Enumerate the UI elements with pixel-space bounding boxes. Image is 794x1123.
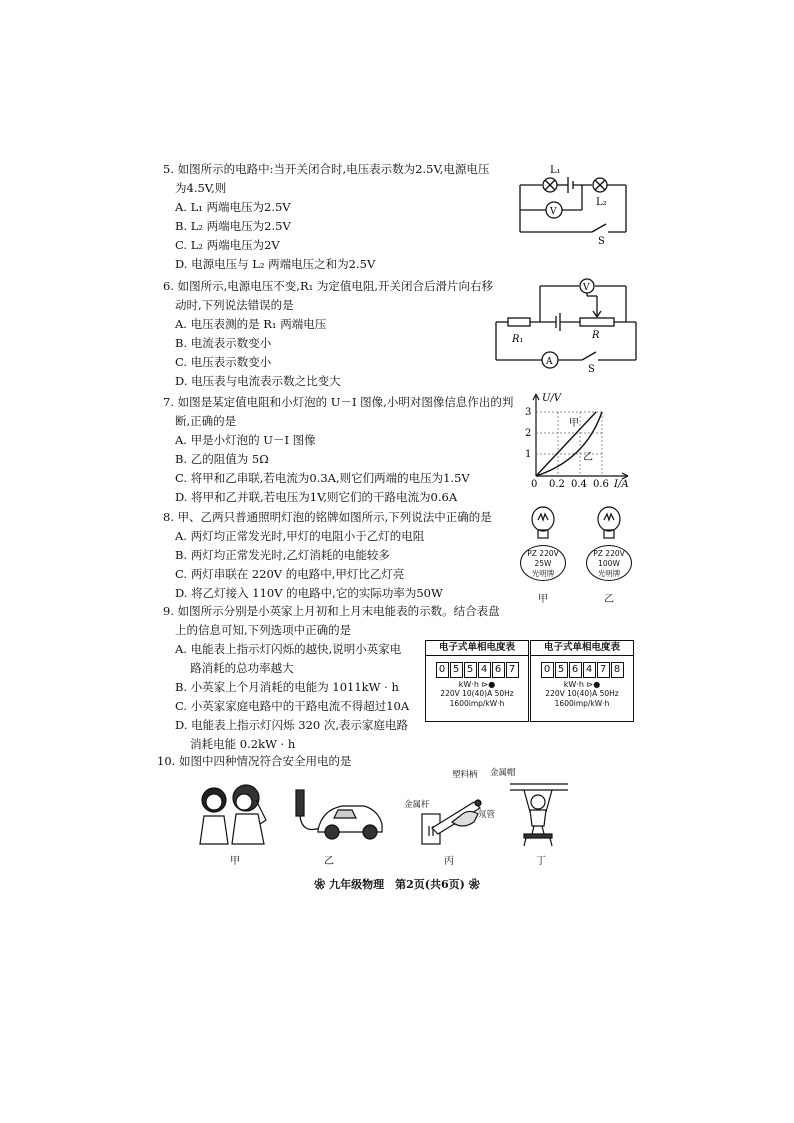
voltmeter-label: V	[583, 283, 590, 293]
indicator-icon: ⊳●	[586, 680, 601, 689]
bulb-figure-8	[518, 505, 638, 605]
question-8	[163, 508, 492, 603]
ammeter-label: A	[546, 357, 553, 367]
digit: 6	[569, 662, 582, 678]
option-a: A. 电能表上指示灯闪烁的越快,说明小英家电	[175, 642, 402, 656]
label-r: R	[592, 330, 600, 341]
energy-meter-end	[530, 640, 634, 722]
label-plastic-handle: 塑料柄	[452, 770, 478, 780]
nameplate-line: 25W	[534, 559, 552, 568]
option-c: C. 小英家家庭电路中的干路电流不得超过10A	[175, 699, 410, 713]
series-label-yi: 乙	[583, 452, 593, 463]
ornament-icon: ❀	[314, 878, 326, 891]
question-stem-cont: 为4.5V,则	[175, 181, 227, 195]
bulb-icon	[528, 505, 558, 541]
label-r1: R₁	[512, 334, 524, 345]
question-6	[163, 277, 493, 391]
caption-jia: 甲	[538, 594, 548, 605]
y-tick: 1	[525, 449, 532, 460]
x-axis-label: I/A	[614, 479, 629, 490]
nameplate-line: 100W	[598, 559, 620, 568]
option-a: A. 甲是小灯泡的 U－I 图像	[175, 433, 316, 447]
x-tick: 0.2	[549, 479, 565, 490]
nameplate-line: 光明牌	[531, 569, 555, 578]
option-b: B. 两灯均正常发光时,乙灯消耗的电能较多	[175, 548, 390, 562]
option-b: B. 小英家上个月消耗的电能为 1011kW · h	[175, 680, 399, 694]
option-c: C. 两灯串联在 220V 的电路中,甲灯比乙灯亮	[175, 567, 405, 581]
option-d-cont: 消耗电能 0.2kW · h	[175, 737, 296, 751]
bulb-nameplate-yi	[586, 545, 632, 581]
ornament-icon: ❀	[468, 878, 480, 891]
x-tick: 0.4	[571, 479, 587, 490]
y-tick: 3	[525, 407, 532, 418]
digit: 8	[611, 662, 624, 678]
person-on-stool-icon	[508, 778, 570, 848]
option-a: A. L₁ 两端电压为2.5V	[175, 200, 291, 214]
nameplate-line: PZ 220V	[527, 549, 559, 558]
option-c: C. 电压表示数变小	[175, 355, 272, 369]
option-b: B. 电流表示数变小	[175, 336, 272, 350]
option-d: D. 将甲和乙并联,若电压为1V,则它们的干路电流为0.6A	[175, 490, 458, 504]
option-b: B. 乙的阻值为 5Ω	[175, 452, 269, 466]
circuit-diagram-5	[512, 160, 632, 245]
option-a: A. 两灯均正常发光时,甲灯的电阻小于乙灯的电阻	[175, 529, 425, 543]
meter-unit: kW·h	[563, 680, 584, 689]
option-d: D. 电压表与电流表示数之比变大	[175, 374, 341, 388]
caption-bing: 丙	[444, 856, 454, 867]
nameplate-line: PZ 220V	[593, 549, 625, 558]
switch-label: S	[598, 236, 605, 245]
question-stem: 10. 如图中四种情况符合安全用电的是	[157, 754, 352, 768]
caption-yi: 乙	[604, 594, 614, 605]
safety-figure-10	[190, 768, 580, 868]
option-c: C. L₂ 两端电压为2V	[175, 238, 280, 252]
nameplate-line: 光明牌	[597, 569, 621, 578]
option-c: C. 将甲和乙串联,若电流为0.3A,则它们两端的电压为1.5V	[175, 471, 470, 485]
digit: 7	[597, 662, 610, 678]
option-a-cont: 路消耗的总功率越大	[175, 661, 294, 675]
option-a: A. 电压表测的是 R₁ 两端电压	[175, 317, 327, 331]
label-metal-cap: 金属帽	[490, 768, 516, 778]
question-stem: 8. 甲、乙两只普通照明灯泡的铭牌如图所示,下列说法中正确的是	[163, 510, 492, 524]
meter-spec: 1600imp/kW·h	[449, 699, 505, 708]
indicator-icon: ⊳●	[481, 680, 496, 689]
meter-spec: 1600imp/kW·h	[554, 699, 610, 708]
meter-digits	[426, 662, 528, 678]
digit: 5	[450, 662, 463, 678]
meter-spec: 220V 10(40)A 50Hz	[545, 689, 619, 698]
option-d: D. 将乙灯接入 110V 的电路中,它的实际功率为50W	[175, 586, 443, 600]
question-stem-cont: 断,正确的是	[175, 414, 237, 428]
digit: 5	[464, 662, 477, 678]
x-tick: 0	[531, 479, 538, 490]
label-metal-rod: 金属杆	[404, 800, 430, 810]
switch-label: S	[588, 364, 595, 372]
caption-yi: 乙	[324, 856, 334, 867]
option-d: D. 电能表上指示灯闪烁 320 次,表示家庭电路	[175, 718, 409, 732]
bulb-nameplate-jia	[520, 545, 566, 581]
energy-meter-start	[425, 640, 529, 722]
x-tick: 0.6	[593, 479, 609, 490]
meter-title: 电子式单相电度表	[531, 641, 633, 656]
series-label-jia: 甲	[569, 418, 579, 429]
caption-jia: 甲	[230, 856, 240, 867]
question-stem: 5. 如图所示的电路中:当开关闭合时,电压表示数为2.5V,电源电压	[163, 162, 490, 176]
digit: 5	[555, 662, 568, 678]
meter-unit: kW·h	[458, 680, 479, 689]
ui-graph-7	[520, 390, 632, 490]
question-stem: 9. 如图所示分别是小英家上月初和上月末电能表的示数。结合表盘	[163, 604, 500, 618]
circuit-diagram-6	[492, 276, 637, 372]
ev-charging-icon	[294, 788, 384, 846]
label-l1: L₁	[550, 165, 561, 176]
digit: 0	[541, 662, 554, 678]
question-5	[163, 160, 489, 274]
caption-ding: 丁	[536, 856, 546, 867]
meter-title: 电子式单相电度表	[426, 641, 528, 656]
meter-spec: 220V 10(40)A 50Hz	[440, 689, 514, 698]
question-7	[163, 393, 513, 507]
digit: 0	[436, 662, 449, 678]
digit: 4	[478, 662, 491, 678]
option-b: B. L₂ 两端电压为2.5V	[175, 219, 291, 233]
question-stem: 7. 如图是某定值电阻和小灯泡的 U－I 图像,小明对图像信息作出的判	[163, 395, 514, 409]
y-axis-label: U/V	[542, 393, 562, 404]
page-footer	[0, 876, 794, 892]
label-neon-tube: 氖管	[478, 810, 496, 820]
bulb-icon	[594, 505, 624, 541]
question-stem: 6. 如图所示,电源电压不变,R₁ 为定值电阻,开关闭合后滑片向右移	[163, 279, 494, 293]
question-stem-cont: 动时,下列说法错误的是	[175, 298, 294, 312]
digit: 4	[583, 662, 596, 678]
option-d: D. 电源电压与 L₂ 两端电压之和为2.5V	[175, 257, 376, 271]
label-l2: L₂	[596, 197, 607, 208]
voltmeter-label: V	[550, 207, 557, 217]
question-stem-cont: 上的信息可知,下列选项中正确的是	[175, 623, 352, 637]
footer-text: 九年级物理 第2页(共6页)	[329, 878, 465, 891]
y-tick: 2	[525, 428, 532, 439]
people-icon	[194, 780, 270, 846]
question-10	[157, 752, 351, 771]
digit: 7	[506, 662, 519, 678]
meter-digits	[531, 662, 633, 678]
digit: 6	[492, 662, 505, 678]
